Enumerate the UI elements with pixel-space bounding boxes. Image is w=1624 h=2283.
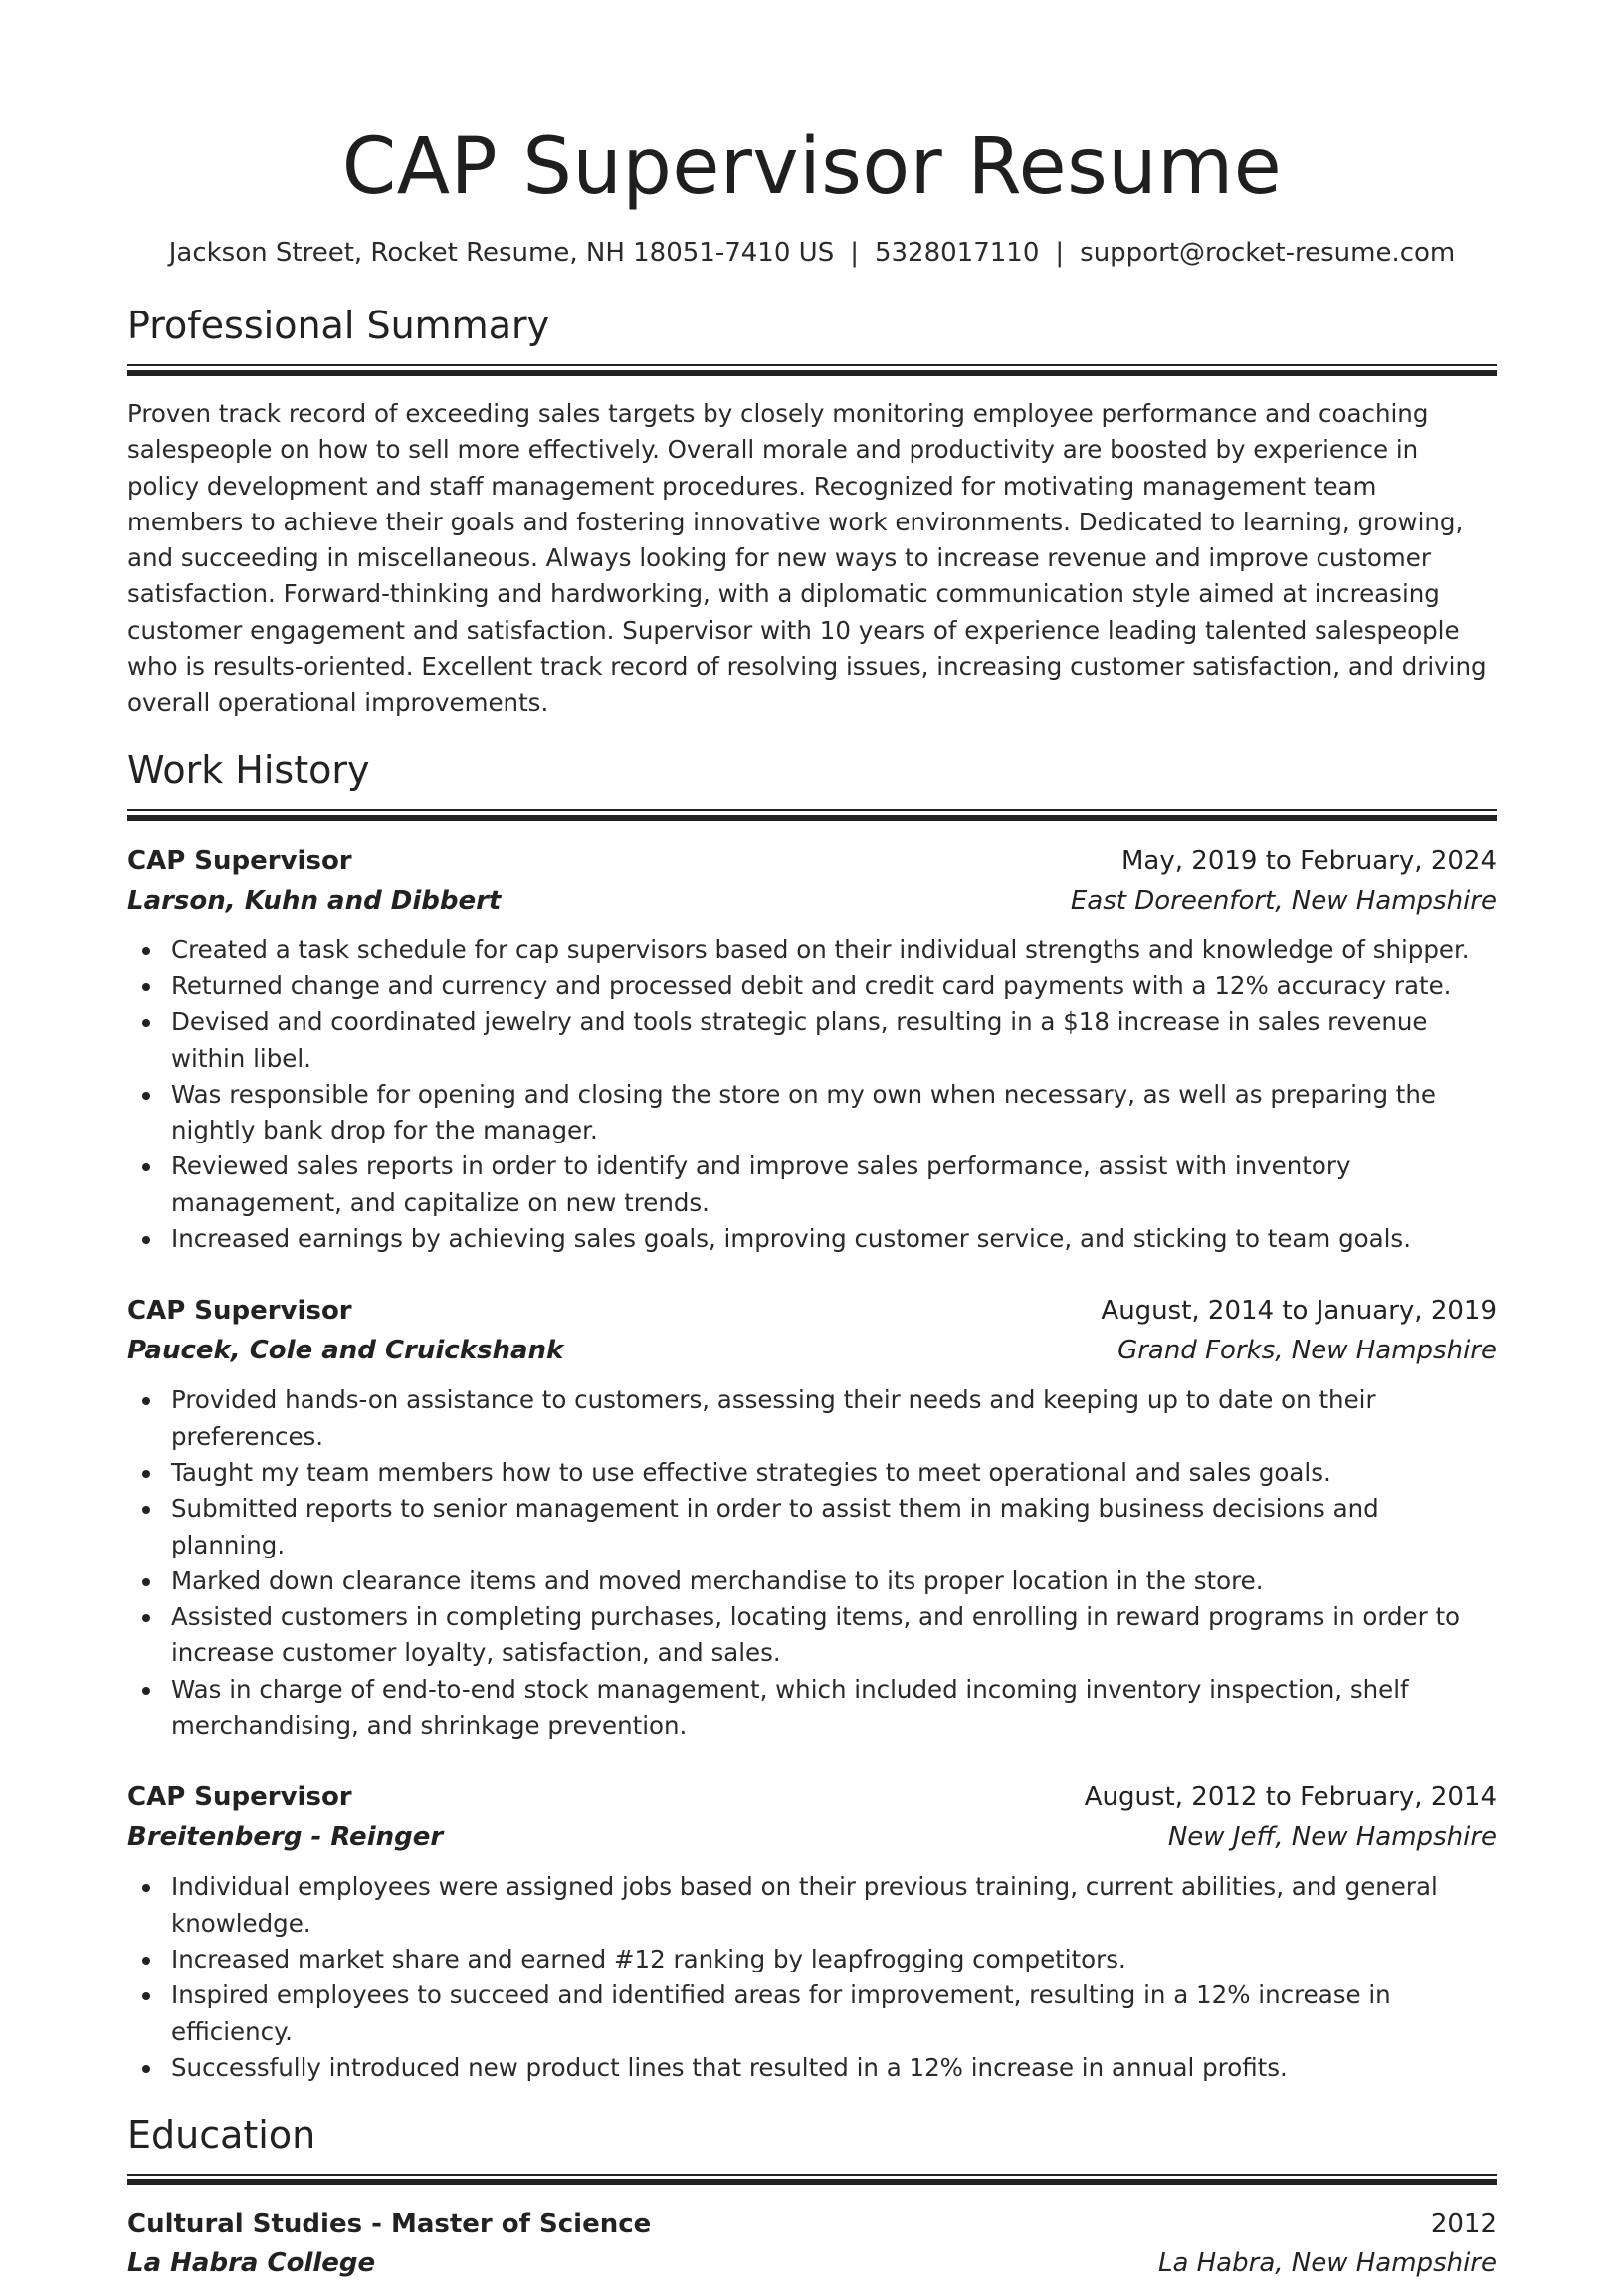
work-history-heading: Work History xyxy=(127,747,370,792)
education-school: La Habra College xyxy=(127,2248,376,2279)
summary-section xyxy=(127,301,1497,722)
list-item: Increased earnings by achieving sales goals, improving customer service, and sticking to team goals. xyxy=(171,1221,1497,1257)
education-degree: Cultural Studies - Master of Science xyxy=(127,2209,652,2240)
job-dates: May, 2019 to February, 2024 xyxy=(1121,845,1497,876)
contact-phone: 5328017110 xyxy=(874,238,1040,268)
list-item: Inspired employees to succeed and identified areas for improvement, resulting in a 12% increase in efficiency. xyxy=(171,1977,1497,2050)
job-entry xyxy=(127,841,1497,1258)
resume-title: CAP Supervisor Resume xyxy=(341,122,1283,212)
job-role: CAP Supervisor xyxy=(127,1296,352,1327)
list-item: Was responsible for opening and closing the store on my own when necessary, as well as preparing the nightly bank drop for the manager. xyxy=(171,1077,1497,1149)
list-item: Taught my team members how to use effective strategies to meet operational and sales goals. xyxy=(171,1455,1497,1491)
summary-text: Proven track record of exceeding sales targets by closely monitoring employee performance and coaching salespeople on how to sell more effectively. Overall morale and productivity are boosted by experience in policy development and staff management procedures. Recognized for motivating management team members to achieve their goals and fostering innovative work environments. Dedicated to learning, growing, and succeeding in miscellaneous. Always looking for new ways to increase revenue and improve customer satisfaction. Forward-thinking and hardworking, with a diplomatic communication style aimed at increasing customer engagement and satisfaction. Supervisor with 10 years of experience leading talented salespeople who is results-oriented. Excellent track record of resolving issues, increasing customer satisfaction, and driving overall operational improvements. xyxy=(127,399,1487,718)
education-heading: Education xyxy=(127,2113,316,2158)
job-entry xyxy=(127,1777,1497,2086)
section-divider xyxy=(127,2174,1497,2185)
resume xyxy=(127,117,1497,2283)
job-employer: Larson, Kuhn and Dibbert xyxy=(127,885,502,916)
summary-heading: Professional Summary xyxy=(127,304,550,347)
list-item: Provided hands-on assistance to customers, assessing their needs and keeping up to date on their preferences. xyxy=(171,1382,1497,1455)
job-bullets xyxy=(127,933,1497,1258)
contact-line xyxy=(127,235,1497,271)
job-bullets xyxy=(127,1869,1497,2086)
job-location: New Jeff, New Hampshire xyxy=(1167,1822,1497,1853)
contact-separator: | xyxy=(850,238,859,268)
list-item: Submitted reports to senior management in order to assist them in making business decisions and planning. xyxy=(171,1491,1497,1563)
education-location: La Habra, New Hampshire xyxy=(1157,2248,1497,2279)
job-role: CAP Supervisor xyxy=(127,845,352,876)
job-employer: Paucek, Cole and Cruickshank xyxy=(127,1336,564,1366)
list-item: Assisted customers in completing purchases, locating items, and enrolling in reward programs in order to increase customer loyalty, satisfaction, and sales. xyxy=(171,1599,1497,1672)
job-bullets xyxy=(127,1382,1497,1744)
list-item: Successfully introduced new product lines that resulted in a 12% increase in annual profits. xyxy=(171,2050,1497,2086)
list-item: Marked down clearance items and moved merchandise to its proper location in the store. xyxy=(171,1563,1497,1599)
contact-separator: | xyxy=(1055,238,1065,268)
contact-address: Jackson Street, Rocket Resume, NH 18051-7410 US xyxy=(168,238,835,268)
job-location: Grand Forks, New Hampshire xyxy=(1117,1336,1497,1366)
list-item: Individual employees were assigned jobs based on their previous training, current abilities, and general knowledge. xyxy=(171,1869,1497,1942)
list-item: Reviewed sales reports in order to identify and improve sales performance, assist with inventory management, and capitalize on new trends. xyxy=(171,1148,1497,1221)
education-year: 2012 xyxy=(1430,2209,1497,2240)
work-history-section xyxy=(127,745,1497,2086)
section-divider xyxy=(127,364,1497,376)
list-item: Returned change and currency and processed debit and credit card payments with a 12% accuracy rate. xyxy=(171,968,1497,1004)
job-role: CAP Supervisor xyxy=(127,1782,352,1813)
job-entry xyxy=(127,1291,1497,1744)
list-item: Was in charge of end-to-end stock management, which included incoming inventory inspection, shelf merchandising, and shrinkage prevention. xyxy=(171,1672,1497,1745)
contact-email: support@rocket-resume.com xyxy=(1080,238,1456,268)
section-divider xyxy=(127,809,1497,821)
job-dates: August, 2012 to February, 2014 xyxy=(1084,1782,1497,1813)
job-location: East Doreenfort, New Hampshire xyxy=(1070,885,1497,916)
education-section xyxy=(127,2110,1497,2283)
list-item: Devised and coordinated jewelry and tools strategic plans, resulting in a $18 increase in sales revenue within libel. xyxy=(171,1004,1497,1077)
job-dates: August, 2014 to January, 2019 xyxy=(1101,1296,1497,1327)
list-item: Increased market share and earned #12 ranking by leapfrogging competitors. xyxy=(171,1942,1497,1977)
list-item: Created a task schedule for cap supervisors based on their individual strengths and knowledge of shipper. xyxy=(171,933,1497,968)
job-employer: Breitenberg - Reinger xyxy=(127,1822,444,1853)
